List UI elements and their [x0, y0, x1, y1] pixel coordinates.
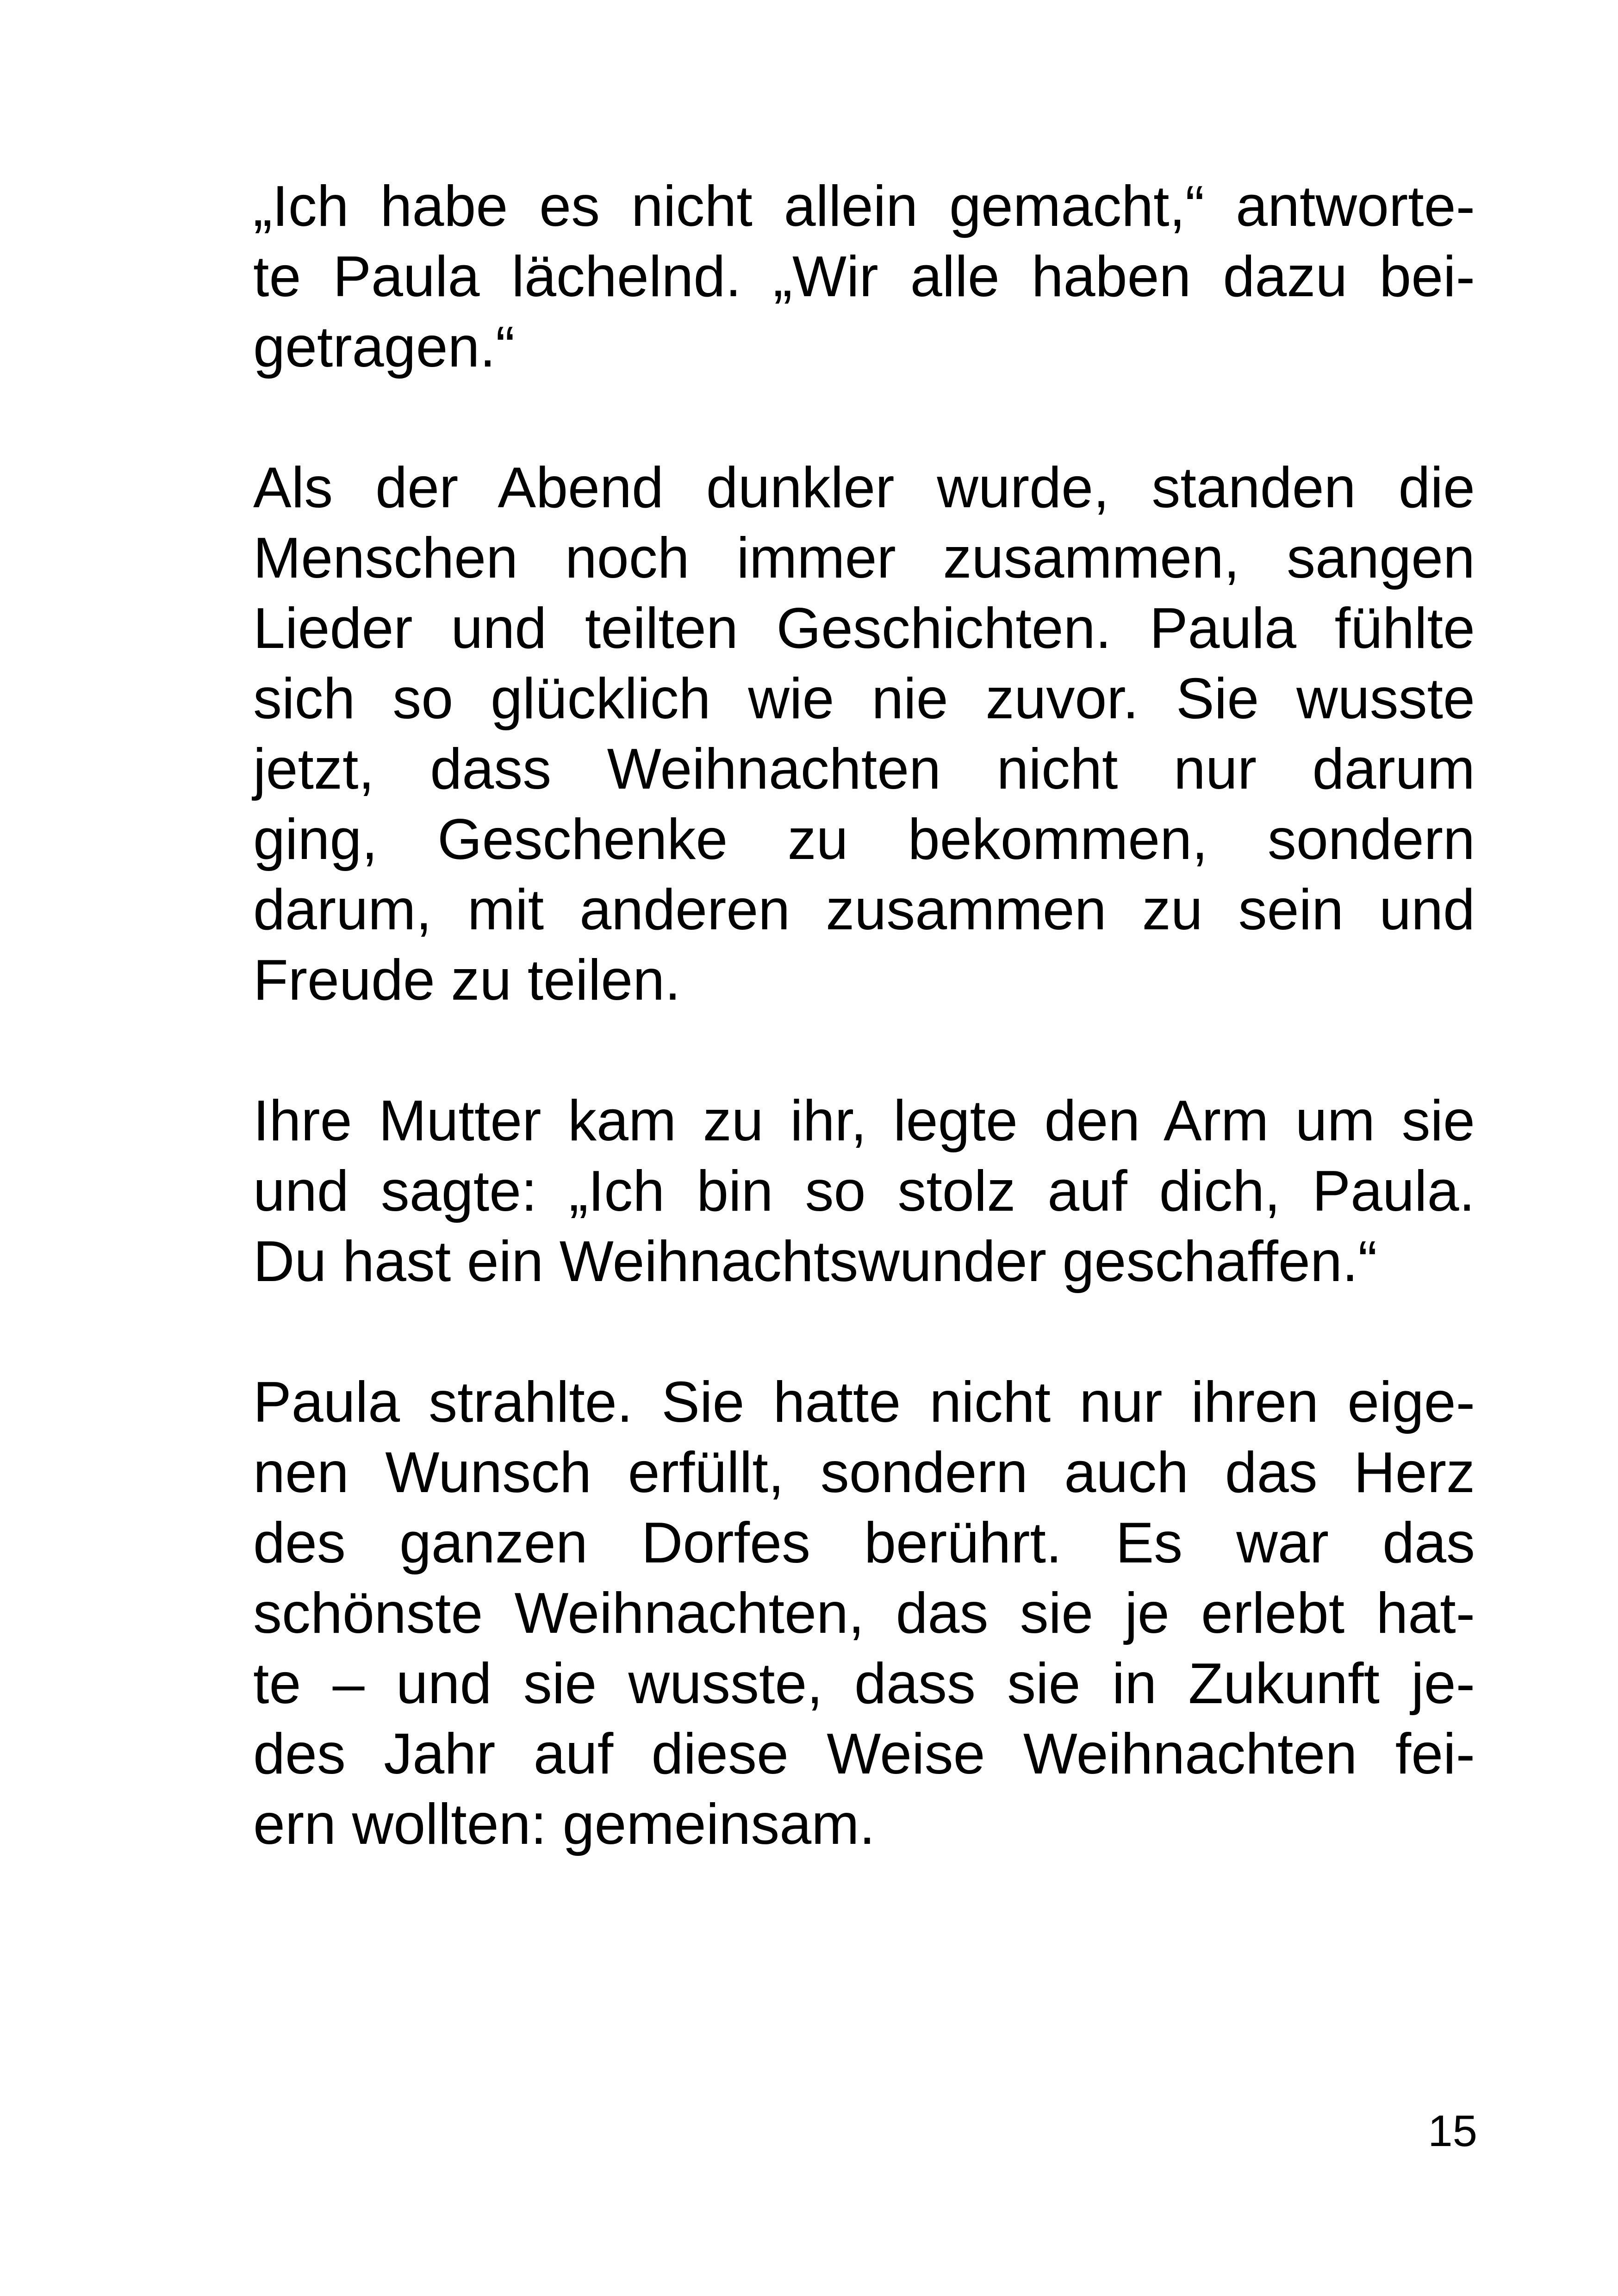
- paragraph-3: [253, 1086, 1475, 1297]
- text-line: des Jahr auf diese Weise Weihnachten fei-: [253, 1722, 1475, 1786]
- text-line: Menschen noch immer zusammen, sangen: [253, 526, 1475, 590]
- text-line: Freude zu teilen.: [253, 948, 681, 1012]
- text-line: Paula strahlte. Sie hatte nicht nur ihren eige-: [253, 1370, 1475, 1434]
- text-line: Du hast ein Weihnachtswunder geschaffen.“: [253, 1230, 1377, 1294]
- text-line: Ihre Mutter kam zu ihr, legte den Arm um sie: [253, 1089, 1475, 1153]
- text-line: des ganzen Dorfes berührt. Es war das: [253, 1511, 1475, 1575]
- text-line: te Paula lächelnd. „Wir alle haben dazu bei-: [253, 245, 1475, 309]
- text-line: getragen.“: [253, 315, 515, 379]
- text-line: sich so glücklich wie nie zuvor. Sie wusste: [253, 667, 1475, 731]
- paragraph-1: [253, 171, 1475, 382]
- paragraph-4: [253, 1367, 1475, 1860]
- text-line: darum, mit anderen zusammen zu sein und: [253, 878, 1475, 942]
- text-line: schönste Weihnachten, das sie je erlebt hat-: [253, 1581, 1475, 1645]
- paragraph-2: [253, 453, 1475, 1015]
- text-line: ging, Geschenke zu bekommen, sondern: [253, 808, 1475, 871]
- text-line: jetzt, dass Weihnachten nicht nur darum: [253, 737, 1475, 801]
- text-line: „Ich habe es nicht allein gemacht,“ antworte-: [253, 174, 1475, 238]
- page-body: [253, 171, 1475, 1930]
- text-line: ern wollten: gemeinsam.: [253, 1792, 875, 1856]
- text-line: te – und sie wusste, dass sie in Zukunft je-: [253, 1652, 1475, 1716]
- text-line: und sagte: „Ich bin so stolz auf dich, Paula.: [253, 1159, 1475, 1223]
- text-line: Lieder und teilten Geschichten. Paula fühlte: [253, 597, 1475, 660]
- page-number: 15: [1428, 2106, 1477, 2156]
- text-line: Als der Abend dunkler wurde, standen die: [253, 456, 1475, 520]
- text-line: nen Wunsch erfüllt, sondern auch das Herz: [253, 1441, 1475, 1505]
